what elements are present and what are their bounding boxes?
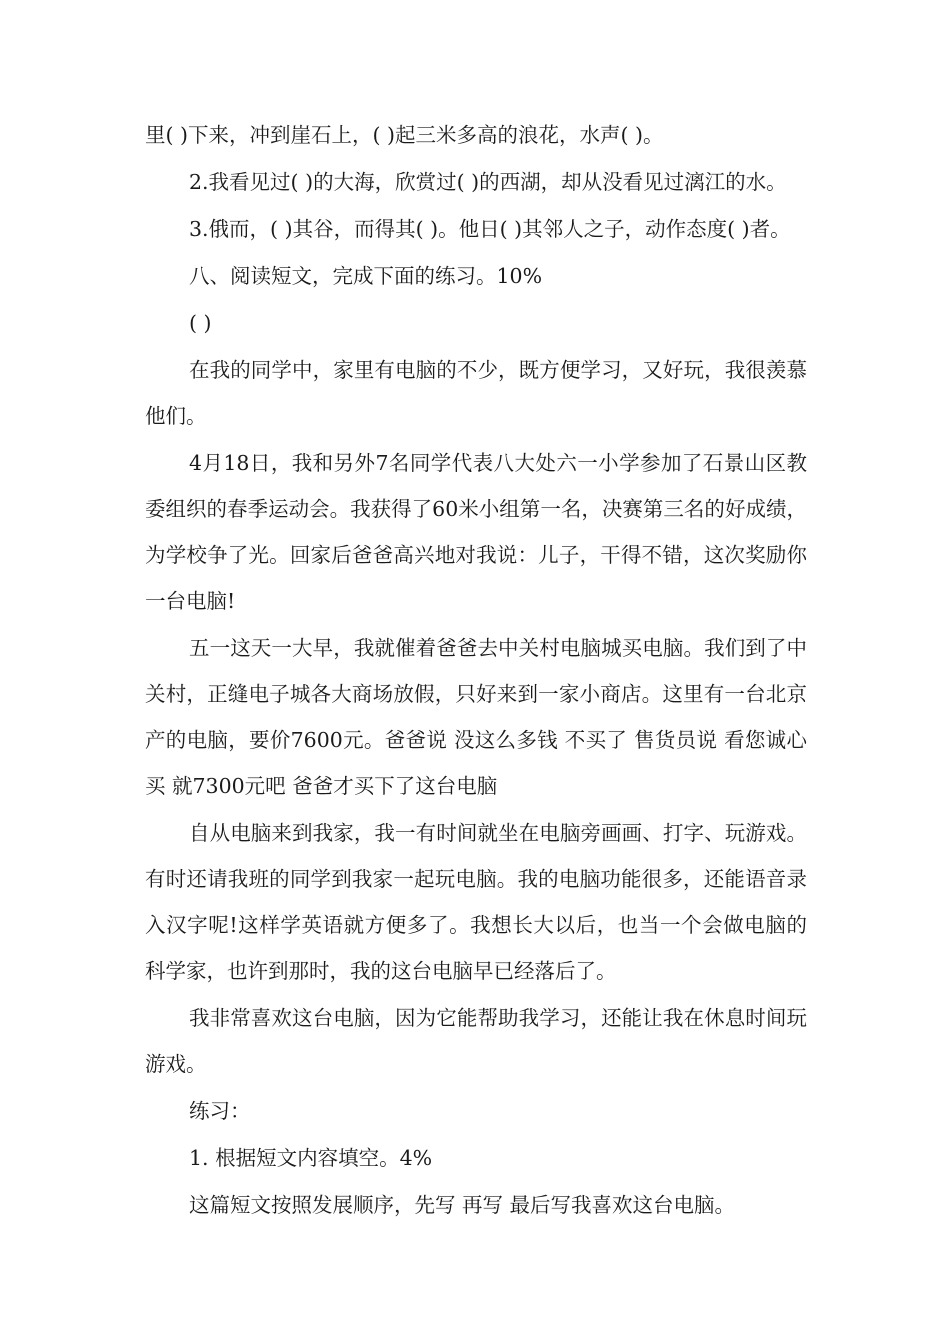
section-heading-reading: 八、阅读短文，完成下面的练习。10% bbox=[189, 264, 543, 288]
title-blank: ( ) bbox=[189, 311, 212, 335]
exercise-question-1: 1. 根据短文内容填空。4% bbox=[189, 1146, 433, 1170]
paragraph-story-3: 五一这天一大早，我就催着爸爸去中关村电脑城买电脑。我们到了中关村，正缝电子城各大商场放假，只好来到一家小商店。这里有一台北京产的电脑，要价7600元。爸爸说 没这么多钱 不买了 售货员说 看您诚心买 就7300元吧 爸爸才买下了这台电脑 bbox=[145, 636, 807, 798]
paragraph-story-4: 自从电脑来到我家，我一有时间就坐在电脑旁画画、打字、玩游戏。有时还请我班的同学到我家一起玩电脑。我的电脑功能很多，还能语音录入汉字呢!这样学英语就方便多了。我想长大以后，也当一个会做电脑的科学家，也许到那时，我的这台电脑早已经落后了。 bbox=[145, 821, 807, 983]
document-page bbox=[145, 112, 807, 1229]
paragraph-story-1: 在我的同学中，家里有电脑的不少，既方便学习，又好玩，我很羡慕他们。 bbox=[145, 358, 807, 428]
paragraph-question-3: 3.俄而，( )其谷，而得其( )。他日( )其邻人之子，动作态度( )者。 bbox=[189, 217, 791, 241]
paragraph-question-2: 2.我看见过( )的大海，欣赏过( )的西湖，却从没看见过漓江的水。 bbox=[189, 170, 787, 194]
paragraph-story-5: 我非常喜欢这台电脑，因为它能帮助我学习，还能让我在休息时间玩游戏。 bbox=[145, 1006, 807, 1076]
exercise-heading: 练习： bbox=[189, 1099, 251, 1123]
paragraph-story-2: 4月18日，我和另外7名同学代表八大处六一小学参加了石景山区教委组织的春季运动会。我获得了60米小组第一名，决赛第三名的好成绩，为学校争了光。回家后爸爸高兴地对我说：儿子，干得不错，这次奖励你一台电脑! bbox=[145, 451, 807, 613]
paragraph-fill-blank-continued: 里( )下来，冲到崖石上，( )起三米多高的浪花，水声( )。 bbox=[145, 123, 664, 147]
exercise-question-1-text: 这篇短文按照发展顺序，先写 再写 最后写我喜欢这台电脑。 bbox=[189, 1193, 736, 1217]
